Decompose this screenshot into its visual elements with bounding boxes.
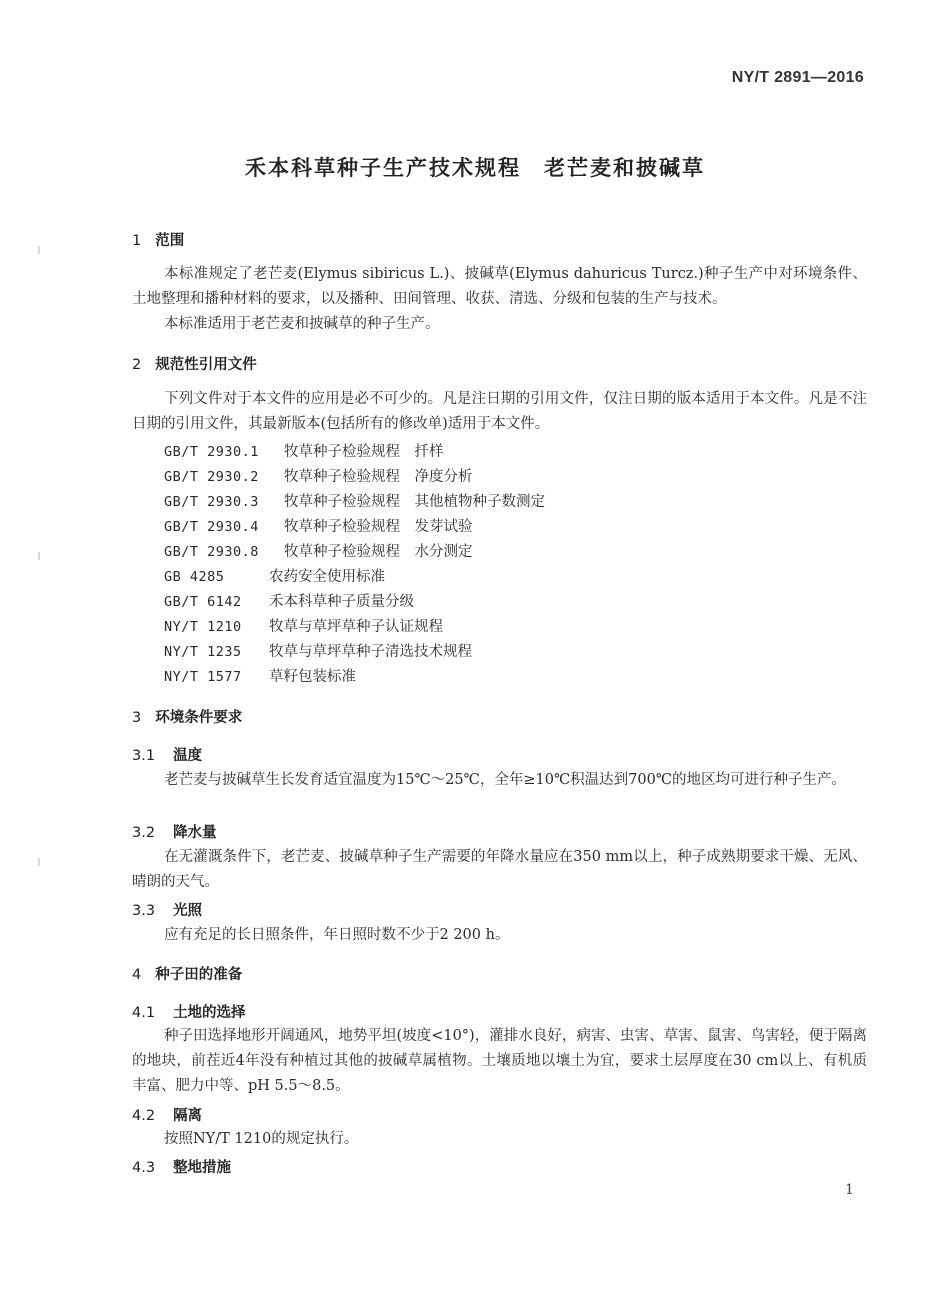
- section-number: 3: [132, 710, 142, 726]
- reference-title: 牧草与草坪草种子认证规程: [269, 619, 443, 635]
- section-number: 3.2: [132, 825, 156, 841]
- reference-item: [164, 665, 356, 686]
- reference-item: [164, 615, 443, 636]
- section-3-2-heading: [132, 821, 217, 842]
- section-3-heading: [132, 706, 242, 727]
- section-3-1-paragraph: 老芒麦与披碱草生长发育适宜温度为15℃～25℃，全年≥10℃积温达到700℃的地区均可进行种子生产。: [164, 772, 847, 788]
- reference-item: [164, 515, 473, 536]
- section-title: 土地的选择: [173, 1005, 246, 1021]
- section-3-3-heading: [132, 899, 202, 920]
- margin-mark-2: [38, 552, 40, 560]
- section-title: 种子田的准备: [155, 967, 243, 983]
- reference-title: 禾本科草种子质量分级: [269, 594, 414, 610]
- section-number: 4.3: [132, 1160, 156, 1176]
- section-title: 环境条件要求: [155, 710, 243, 726]
- section-number: 1: [132, 233, 142, 249]
- section-3-1-heading: [132, 744, 202, 765]
- section-number: 4: [132, 967, 142, 983]
- reference-code: NY/T 1210: [164, 619, 242, 635]
- section-4-1-paragraph: 种子田选择地形开阔通风，地势平坦(坡度<10°)，灌排水良好，病害、虫害、草害、鼠害、鸟害轻，便于隔离的地块，前茬近4年没有种植过其他的披碱草属植物。土壤质地以壤土为宜，要求土层厚度在30 cm以上、有机质丰富、肥力中等、pH 5.5～8.5。: [132, 1028, 867, 1094]
- section-title: 整地措施: [173, 1160, 232, 1176]
- section-number: 3.1: [132, 748, 156, 764]
- reference-code: GB/T 2930.8: [164, 544, 259, 560]
- section-3-2-paragraph: 在无灌溉条件下，老芒麦、披碱草种子生产需要的年降水量应在350 mm以上，种子成熟期要求干燥、无风、晴朗的天气。: [132, 849, 867, 890]
- document-title: 禾本科草种子生产技术规程 老芒麦和披碱草: [245, 156, 705, 180]
- section-1-paragraph-1: 本标准规定了老芒麦(Elymus sibiricus L.)、披碱草(Elymus dahuricus Turcz.)种子生产中对环境条件、土地整理和播种材料的要求，以及播种、田间管理、收获、清选、分级和包装的生产与技术。: [132, 266, 867, 307]
- reference-title: 牧草种子检验规程 扦样: [284, 444, 444, 460]
- section-number: 4.1: [132, 1005, 156, 1021]
- section-4-heading: [132, 963, 242, 984]
- reference-code: GB 4285: [164, 569, 225, 585]
- section-number: 2: [132, 357, 142, 373]
- section-2-paragraph-1: 下列文件对于本文件的应用是必不可少的。凡是注日期的引用文件，仅注日期的版本适用于本文件。凡是不注日期的引用文件，其最新版本(包括所有的修改单)适用于本文件。: [132, 391, 867, 432]
- reference-item: [164, 440, 444, 461]
- section-number: 4.2: [132, 1108, 156, 1124]
- section-4-3-heading: [132, 1156, 231, 1177]
- reference-item: [164, 590, 414, 611]
- section-4-2-heading: [132, 1104, 202, 1125]
- reference-code: GB/T 2930.2: [164, 469, 259, 485]
- section-title: 光照: [173, 903, 203, 919]
- reference-code: GB/T 2930.4: [164, 519, 259, 535]
- margin-mark-3: [38, 858, 40, 866]
- reference-code: GB/T 2930.3: [164, 494, 259, 510]
- reference-item: [164, 540, 473, 561]
- section-title: 隔离: [173, 1108, 203, 1124]
- section-title: 温度: [173, 748, 203, 764]
- section-title: 规范性引用文件: [155, 357, 257, 373]
- section-4-2-paragraph: 按照NY/T 1210的规定执行。: [164, 1131, 359, 1147]
- reference-code: NY/T 1235: [164, 644, 242, 660]
- reference-code: GB/T 2930.1: [164, 444, 259, 460]
- reference-title: 草籽包装标准: [269, 669, 356, 685]
- page-number: 1: [845, 1182, 854, 1198]
- reference-item: [164, 640, 472, 661]
- reference-item: [164, 565, 385, 586]
- section-number: 3.3: [132, 903, 156, 919]
- reference-item: [164, 465, 473, 486]
- section-4-1-heading: [132, 1001, 246, 1022]
- section-3-3-paragraph: 应有充足的长日照条件，年日照时数不少于2 200 h。: [164, 927, 510, 943]
- section-title: 降水量: [173, 825, 217, 841]
- section-1-heading: [132, 229, 184, 250]
- reference-title: 牧草种子检验规程 其他植物种子数测定: [284, 494, 545, 510]
- reference-code: GB/T 6142: [164, 594, 242, 610]
- reference-title: 牧草种子检验规程 净度分析: [284, 469, 473, 485]
- reference-title: 农药安全使用标准: [269, 569, 385, 585]
- standard-code: NY/T 2891—2016: [731, 69, 864, 86]
- section-2-heading: [132, 353, 257, 374]
- reference-item: [164, 490, 545, 511]
- reference-title: 牧草与草坪草种子清选技术规程: [269, 644, 472, 660]
- reference-title: 牧草种子检验规程 发芽试验: [284, 519, 473, 535]
- margin-mark-1: [38, 246, 40, 254]
- reference-title: 牧草种子检验规程 水分测定: [284, 544, 473, 560]
- section-title: 范围: [155, 233, 185, 249]
- reference-code: NY/T 1577: [164, 669, 242, 685]
- section-1-paragraph-2: 本标准适用于老芒麦和披碱草的种子生产。: [164, 316, 440, 332]
